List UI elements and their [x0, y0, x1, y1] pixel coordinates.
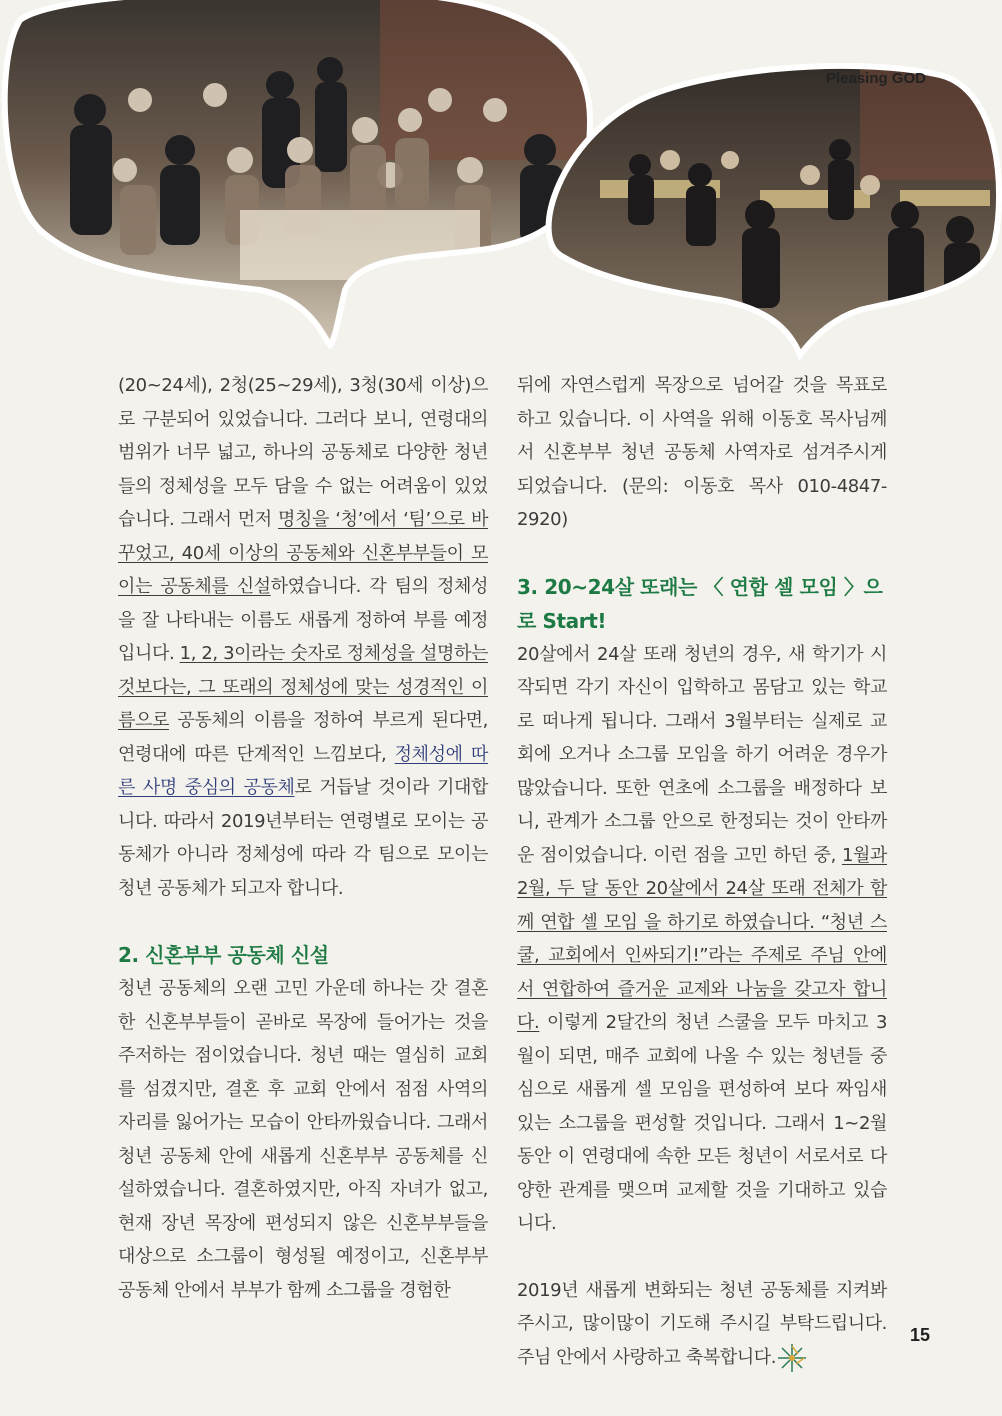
underlined-text: 1월과 2월, 두 달 동안 20살에서 24살 또래 전체가 함께 연합 셀 모임 을 하기로 하였습니다. “청년 스쿨, 교회에서 인싸되기!”라는 주제로 주님 안에서 연합하여 즐거운 교제와 나눔을 갖고자 합니다. — [517, 844, 887, 1033]
section-2-continued-paragraph: 뒤에 자연스럽게 목장으로 넘어갈 것을 목표로 하고 있습니다. 이 사역을 위해 이동호 목사님께서 신혼부부 청년 공동체 사역자로 섬겨주시게 되었습니다. (문의: 이동호 목사 010-4847-2920) — [517, 375, 887, 530]
left-column — [118, 369, 488, 1307]
text-run: 로 거듭날 것이라 기대합니다. 따라서 2019년부터는 연령별로 모이는 공동체가 아니라 정체성에 따라 각 팀으로 모이는 청년 공동체가 되고자 합니다. — [118, 777, 488, 899]
right-column — [517, 369, 887, 1374]
text-run: (20~24세), 2청(25~29세), 3청(30세 이상)으로 구분되어 있었습니다. 그러다 보니, 연령대의 범위가 너무 넓고, 하나의 공동체로 다양한 청년들의 정체성을 모두 담을 수 없는 어려움이 있었습니다. 그래서 먼저 — [118, 375, 488, 530]
page-number: 15 — [909, 1325, 930, 1345]
closing-paragraph — [517, 1274, 887, 1375]
section-3-paragraph — [517, 638, 887, 1241]
underlined-link-text: 정체성에 따른 사명 중심의 공동체 — [118, 743, 488, 798]
text-run: 이렇게 2달간의 청년 스쿨을 모두 마치고 3월이 되면, 매주 교회에 나올 수 있는 청년들 중심으로 새롭게 셀 모임을 편성하여 보다 짜임새 있는 소그룹을 편성할 것입니다. 그래서 1~2월 동안 이 연령대에 속한 모든 청년이 서로서로 다양한 관계를 맺으며 교제할 것을 기대하고 있습니다. — [517, 1012, 887, 1234]
section-3-heading: 3. 20~24살 또래는 〈 연합 셀 모임 〉으로 Start! — [517, 574, 883, 633]
text-run: 20살에서 24살 또래 청년의 경우, 새 학기가 시작되면 각기 자신이 입학하고 몸담고 있는 학교로 떠나게 됩니다. 그래서 3월부터는 실제로 교회에 오거나 소그룹 모임을 하기 어려운 경우가 많았습니다. 또한 연초에 소그룹을 배정하다 보니, 관계가 소그룹 안으로 한정되는 것이 안타까운 점이었습니다. 이런 점을 고민 하던 중, — [517, 643, 887, 866]
section-2-heading: 2. 신혼부부 공동체 신설 — [118, 943, 329, 967]
underlined-text: 명칭을 ‘청’에서 ‘팀’으로 바꾸었고, 40세 이상의 공동체와 신혼부부들이 모이는 공동체를 신설 — [118, 509, 488, 597]
section-1-paragraph — [118, 369, 488, 905]
underlined-text: 1, 2, 3이라는 숫자로 정체성을 설명하는 것보다는, 그 또래의 정체성에 맞는 성경적인 이름으로 — [118, 643, 488, 731]
text-run: 공동체의 이름을 정하여 부르게 된다면, 연령대에 따른 단계적인 느낌보다, — [118, 710, 488, 765]
text-run: 2019년 새롭게 변화되는 청년 공동체를 지켜봐 주시고, 많이많이 기도해 주시길 부탁드립니다. 주님 안에서 사랑하고 축복합니다. — [517, 1279, 887, 1368]
text-run: 하였습니다. 각 팀의 정체성을 잘 나타내는 이름도 새롭게 정하여 부를 예정입니다. — [118, 576, 489, 664]
header-brand: Pleasing GOD — [825, 70, 926, 87]
photo-header — [0, 0, 1002, 380]
ornament-icon — [776, 1342, 808, 1374]
section-2-paragraph: 청년 공동체의 오랜 고민 가운데 하나는 갓 결혼한 신혼부부들이 곧바로 목장에 들어가는 것을 주저하는 점이었습니다. 청년 때는 열심히 교회를 섬겼지만, 결혼 후 교회 안에서 점점 사역의 자리를 잃어가는 모습이 안타까웠습니다. 그래서 청년 공동체 안에 새롭게 신혼부부 공동체를 신설하였습니다. 결혼하였지만, 아직 자녀가 없고, 현재 장년 목장에 편성되지 않은 신혼부부들을 대상으로 소그룹이 형성될 예정이고, 신혼부부 공동체 안에서 부부가 함께 소그룹을 경험한 — [118, 978, 488, 1301]
